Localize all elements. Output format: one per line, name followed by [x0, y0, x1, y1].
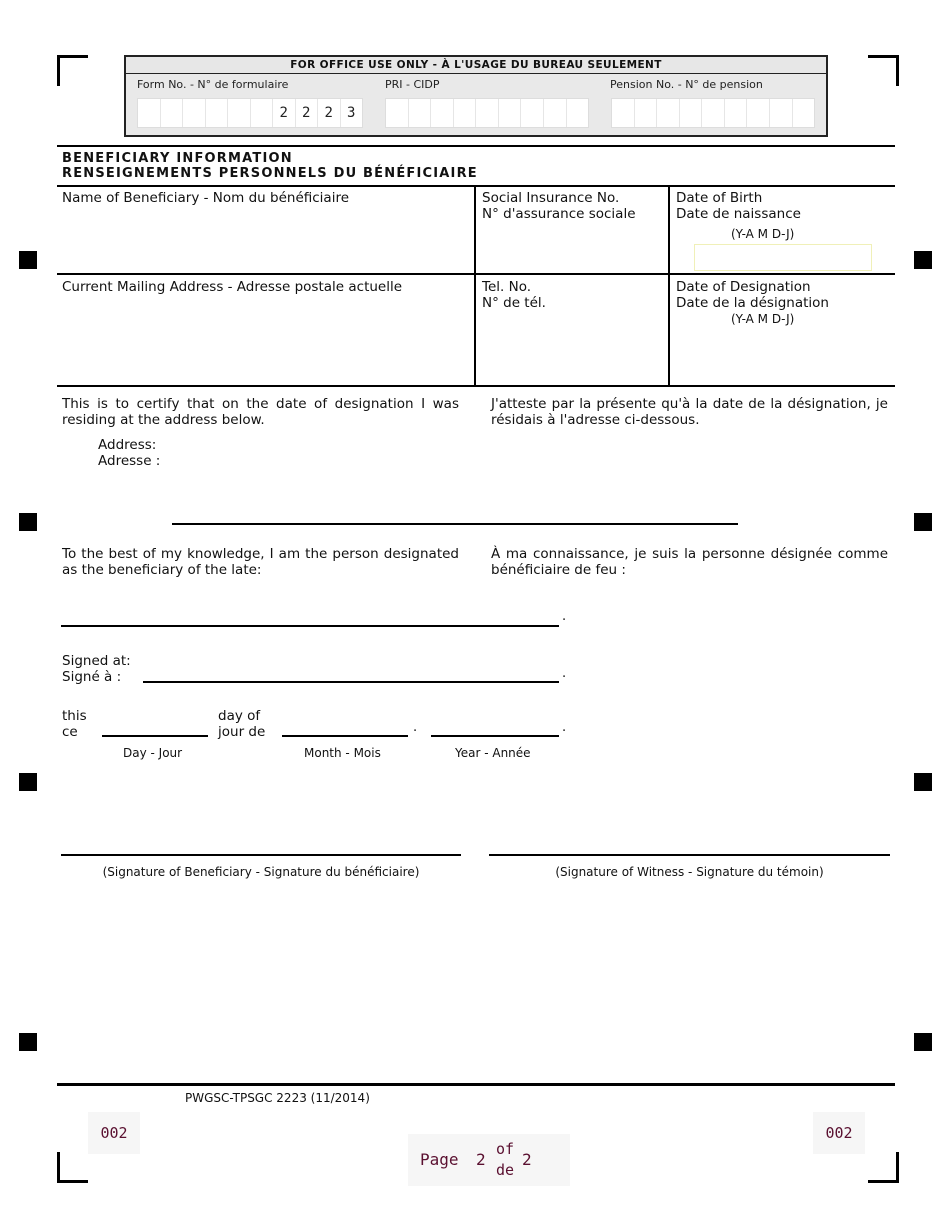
- form-no-cell: 2: [318, 99, 341, 127]
- witness-signature-line[interactable]: [489, 854, 890, 856]
- section-title: BENEFICIARY INFORMATION RENSEIGNEMENTS PERSONNELS DU BÉNÉFICIAIRE: [62, 151, 478, 181]
- witness-signature-caption: (Signature of Witness - Signature du témoin): [555, 865, 824, 879]
- beneficiary-signature-caption: (Signature of Beneficiary - Signature du bénéficiaire): [102, 865, 420, 879]
- beneficiary-name-field[interactable]: Name of Beneficiary - Nom du bénéficiaire: [62, 190, 350, 206]
- page-code-right: 002: [813, 1112, 865, 1154]
- sin-field[interactable]: Social Insurance No. N° d'assurance sociale: [482, 190, 636, 222]
- dob-format-hint: (Y-A M D-J): [731, 227, 795, 241]
- form-no-cell: 3: [347, 105, 356, 121]
- form-no-field[interactable]: [137, 98, 363, 128]
- mailing-address-field[interactable]: Current Mailing Address - Adresse postale actuelle: [62, 279, 403, 295]
- pension-field[interactable]: [611, 98, 815, 128]
- beneficiary-signature-line[interactable]: [61, 854, 461, 856]
- year-line[interactable]: [431, 735, 559, 737]
- divider: [57, 145, 895, 147]
- signed-at-line[interactable]: [143, 681, 559, 683]
- form-no-cell: [251, 99, 274, 127]
- page-indicator: Page 2 of de 2: [408, 1134, 570, 1186]
- registration-mark: [19, 251, 37, 269]
- day-caption: Day - Jour: [123, 746, 183, 760]
- deceased-name-line[interactable]: [61, 625, 559, 627]
- certify-text-en: This is to certify that on the date of designation I was residing at the address below.: [62, 396, 459, 428]
- grid-col-line: [668, 185, 670, 387]
- corner-mark-top-left: [57, 55, 88, 86]
- corner-mark-top-right: [868, 55, 899, 86]
- designation-date-field[interactable]: Date of Designation Date de la désignation: [676, 279, 829, 311]
- form-no-cell: [206, 99, 229, 127]
- knowledge-text-fr: À ma connaissance, je suis la personne désignée comme bénéficiaire de feu :: [491, 546, 888, 578]
- registration-mark: [19, 1033, 37, 1051]
- page-code-left: 002: [88, 1112, 140, 1154]
- month-caption: Month - Mois: [304, 746, 381, 760]
- pri-field[interactable]: [385, 98, 589, 128]
- registration-mark: [914, 251, 932, 269]
- address-line[interactable]: [172, 523, 738, 525]
- office-use-box: [124, 55, 828, 137]
- registration-mark: [19, 773, 37, 791]
- footer-rule: [57, 1083, 895, 1086]
- address-label: Address: Adresse :: [98, 437, 161, 469]
- registration-mark: [19, 513, 37, 531]
- pension-label: Pension No. - N° de pension: [610, 78, 763, 91]
- form-no-cell: [183, 99, 206, 127]
- grid-bottom-line: [57, 385, 895, 387]
- registration-mark: [914, 513, 932, 531]
- tel-field[interactable]: Tel. No. N° de tél.: [482, 279, 546, 311]
- grid-col-line: [474, 185, 476, 387]
- form-no-cell: [138, 99, 161, 127]
- form-code: PWGSC-TPSGC 2223 (11/2014): [185, 1091, 370, 1105]
- registration-mark: [914, 1033, 932, 1051]
- knowledge-text-en: To the best of my knowledge, I am the person designated as the beneficiary of the late:: [62, 546, 459, 578]
- day-line[interactable]: [102, 735, 208, 737]
- grid-mid-line: [57, 273, 895, 275]
- signed-at-label: Signed at: Signé à :: [62, 653, 131, 685]
- form-no-cell: 2: [273, 99, 296, 127]
- year-caption: Year - Année: [455, 746, 531, 760]
- this-label: this ce: [62, 708, 87, 740]
- dob-input[interactable]: [694, 244, 872, 271]
- dob-label: Date of Birth Date de naissance: [676, 190, 801, 222]
- month-line[interactable]: [282, 735, 408, 737]
- form-no-cell: 2: [296, 99, 319, 127]
- grid-top-line: [57, 185, 895, 187]
- office-use-header: FOR OFFICE USE ONLY - À L'USAGE DU BUREAU SEULEMENT: [126, 57, 826, 74]
- form-no-label: Form No. - N° de formulaire: [137, 78, 289, 91]
- corner-mark-bottom-left: [57, 1152, 88, 1183]
- certify-text-fr: J'atteste par la présente qu'à la date de la désignation, je résidais à l'adresse ci-dessous.: [491, 396, 888, 428]
- day-of-label: day of jour de: [218, 708, 266, 740]
- corner-mark-bottom-right: [868, 1152, 899, 1183]
- form-no-cell: [161, 99, 184, 127]
- registration-mark: [914, 773, 932, 791]
- form-no-cell: [228, 99, 251, 127]
- pri-label: PRI - CIDP: [385, 78, 440, 91]
- designation-date-format-hint: (Y-A M D-J): [731, 312, 795, 326]
